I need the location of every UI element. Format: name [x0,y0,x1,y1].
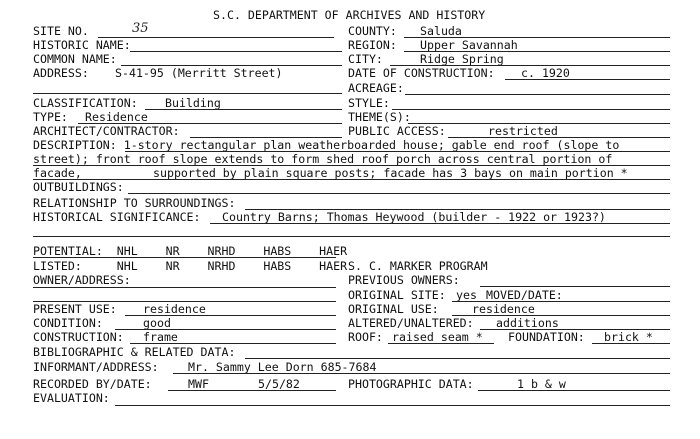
bibliographic-line [245,358,670,359]
historic-name-label: HISTORIC NAME: [33,38,131,52]
potential-line [33,257,336,258]
original-site-label: ORIGINAL SITE: [348,288,446,302]
construction-label: CONSTRUCTION: [33,330,124,344]
common-name-label: COMMON NAME: [33,52,117,66]
historic-name-line [130,51,342,52]
surroundings-label: RELATIONSHIP TO SURROUNDINGS: [33,196,236,210]
city-value: Ridge Spring [420,52,504,66]
classification-label: CLASSIFICATION: [33,96,138,110]
foundation-label: FOUNDATION: [508,330,585,344]
original-use-value: residence [472,302,535,316]
public-access-label: PUBLIC ACCESS: [348,124,446,138]
foundation-line [592,343,670,344]
region-value: Upper Savannah [420,38,518,52]
photographic-label: PHOTOGRAPHIC DATA: [348,377,474,391]
listed-row: LISTED: NHL NR NRHD HABS HAER [33,259,348,273]
photographic-value: 1 b & w [517,377,566,391]
description-line-1: DESCRIPTION: 1-story rectangular plan weatherboarded house; gable end roof (slope to [33,138,620,152]
bibliographic-label: BIBLIOGRAPHIC & RELATED DATA: [33,345,236,359]
acreage-line [405,94,670,95]
owner-line [33,287,336,288]
photographic-line [478,390,670,391]
architect-label: ARCHITECT/CONTRACTOR: [33,124,180,138]
date-construction-label: DATE OF CONSTRUCTION: [348,66,495,80]
county-value: Saluda [420,24,462,38]
altered-value: additions [496,316,559,330]
construction-line [130,343,336,344]
significance-line-2 [33,236,670,237]
address-line [33,93,342,94]
city-label: CITY: [348,52,383,66]
site-no-label: SITE NO. [33,24,89,38]
form-header: S.C. DEPARTMENT OF ARCHIVES AND HISTORY [213,8,486,22]
outbuildings-label: OUTBUILDINGS: [33,180,124,194]
roof-label: ROOF: [348,330,383,344]
significance-value: Country Barns; Thomas Heywood (builder - 1922 or 1923?) [222,210,606,224]
type-value: Residence [85,110,148,124]
potential-row: POTENTIAL: NHL NR NRHD HABS HAER [33,244,348,258]
roof-value: raised seam * [392,330,483,344]
public-access-value: restricted [488,124,558,138]
significance-line [210,223,670,224]
address-value: S-41-95 (Merritt Street) [115,66,283,80]
style-label: STYLE: [348,96,390,110]
informant-value: Mr. Sammy Lee Dorn 685-7684 [188,360,377,374]
recorded-by-value: MWF [188,377,209,391]
significance-label: HISTORICAL SIGNIFICANCE: [33,210,201,224]
condition-value: good [143,316,171,330]
marker-program: S. C. MARKER PROGRAM [348,259,488,273]
roof-line [388,343,494,344]
themes-label: THEME(S): [348,110,411,124]
informant-line [173,373,670,374]
original-use-label: ORIGINAL USE: [348,302,439,316]
construction-value: frame [143,330,178,344]
style-line [392,109,670,110]
recorded-date-value: 5/5/82 [258,377,300,391]
present-use-value: residence [143,302,206,316]
description-line-2: street); front roof slope extends to form shed roof porch across central portion of [33,152,613,166]
owner-label: OWNER/ADDRESS: [33,273,131,287]
description-line-3a: facade, [33,166,82,180]
foundation-value: brick * [604,330,653,344]
condition-label: CONDITION: [33,316,103,330]
region-label: REGION: [348,38,397,52]
moved-date-label: MOVED/DATE: [486,288,563,302]
outbuildings-line [128,193,670,194]
present-use-label: PRESENT USE: [33,302,117,316]
previous-owners-label: PREVIOUS OWNERS: [348,273,460,287]
date-construction-line [505,79,670,80]
classification-line [145,109,342,110]
acreage-label: ACREAGE: [348,81,404,95]
site-no-value: 35 [132,21,149,36]
recorded-line [168,390,336,391]
date-construction-value: c. 1920 [521,66,570,80]
type-label: TYPE: [33,110,68,124]
site-no-line [98,37,334,38]
description-rule-3 [33,179,670,180]
informant-label: INFORMANT/ADDRESS: [33,360,159,374]
original-site-value: yes [456,288,477,302]
address-label: ADDRESS: [33,66,89,80]
evaluation-label: EVALUATION: [33,391,110,405]
classification-value: Building [165,96,221,110]
county-label: COUNTY: [348,24,397,38]
altered-label: ALTERED/UNALTERED: [348,316,474,330]
recorded-label: RECORDED BY/DATE: [33,377,152,391]
evaluation-line [115,405,670,406]
previous-owners-line [480,286,670,287]
original-use-line [452,315,670,316]
description-line-3b: supported by plain square posts; facade has 3 bays on main portion * [153,166,628,180]
